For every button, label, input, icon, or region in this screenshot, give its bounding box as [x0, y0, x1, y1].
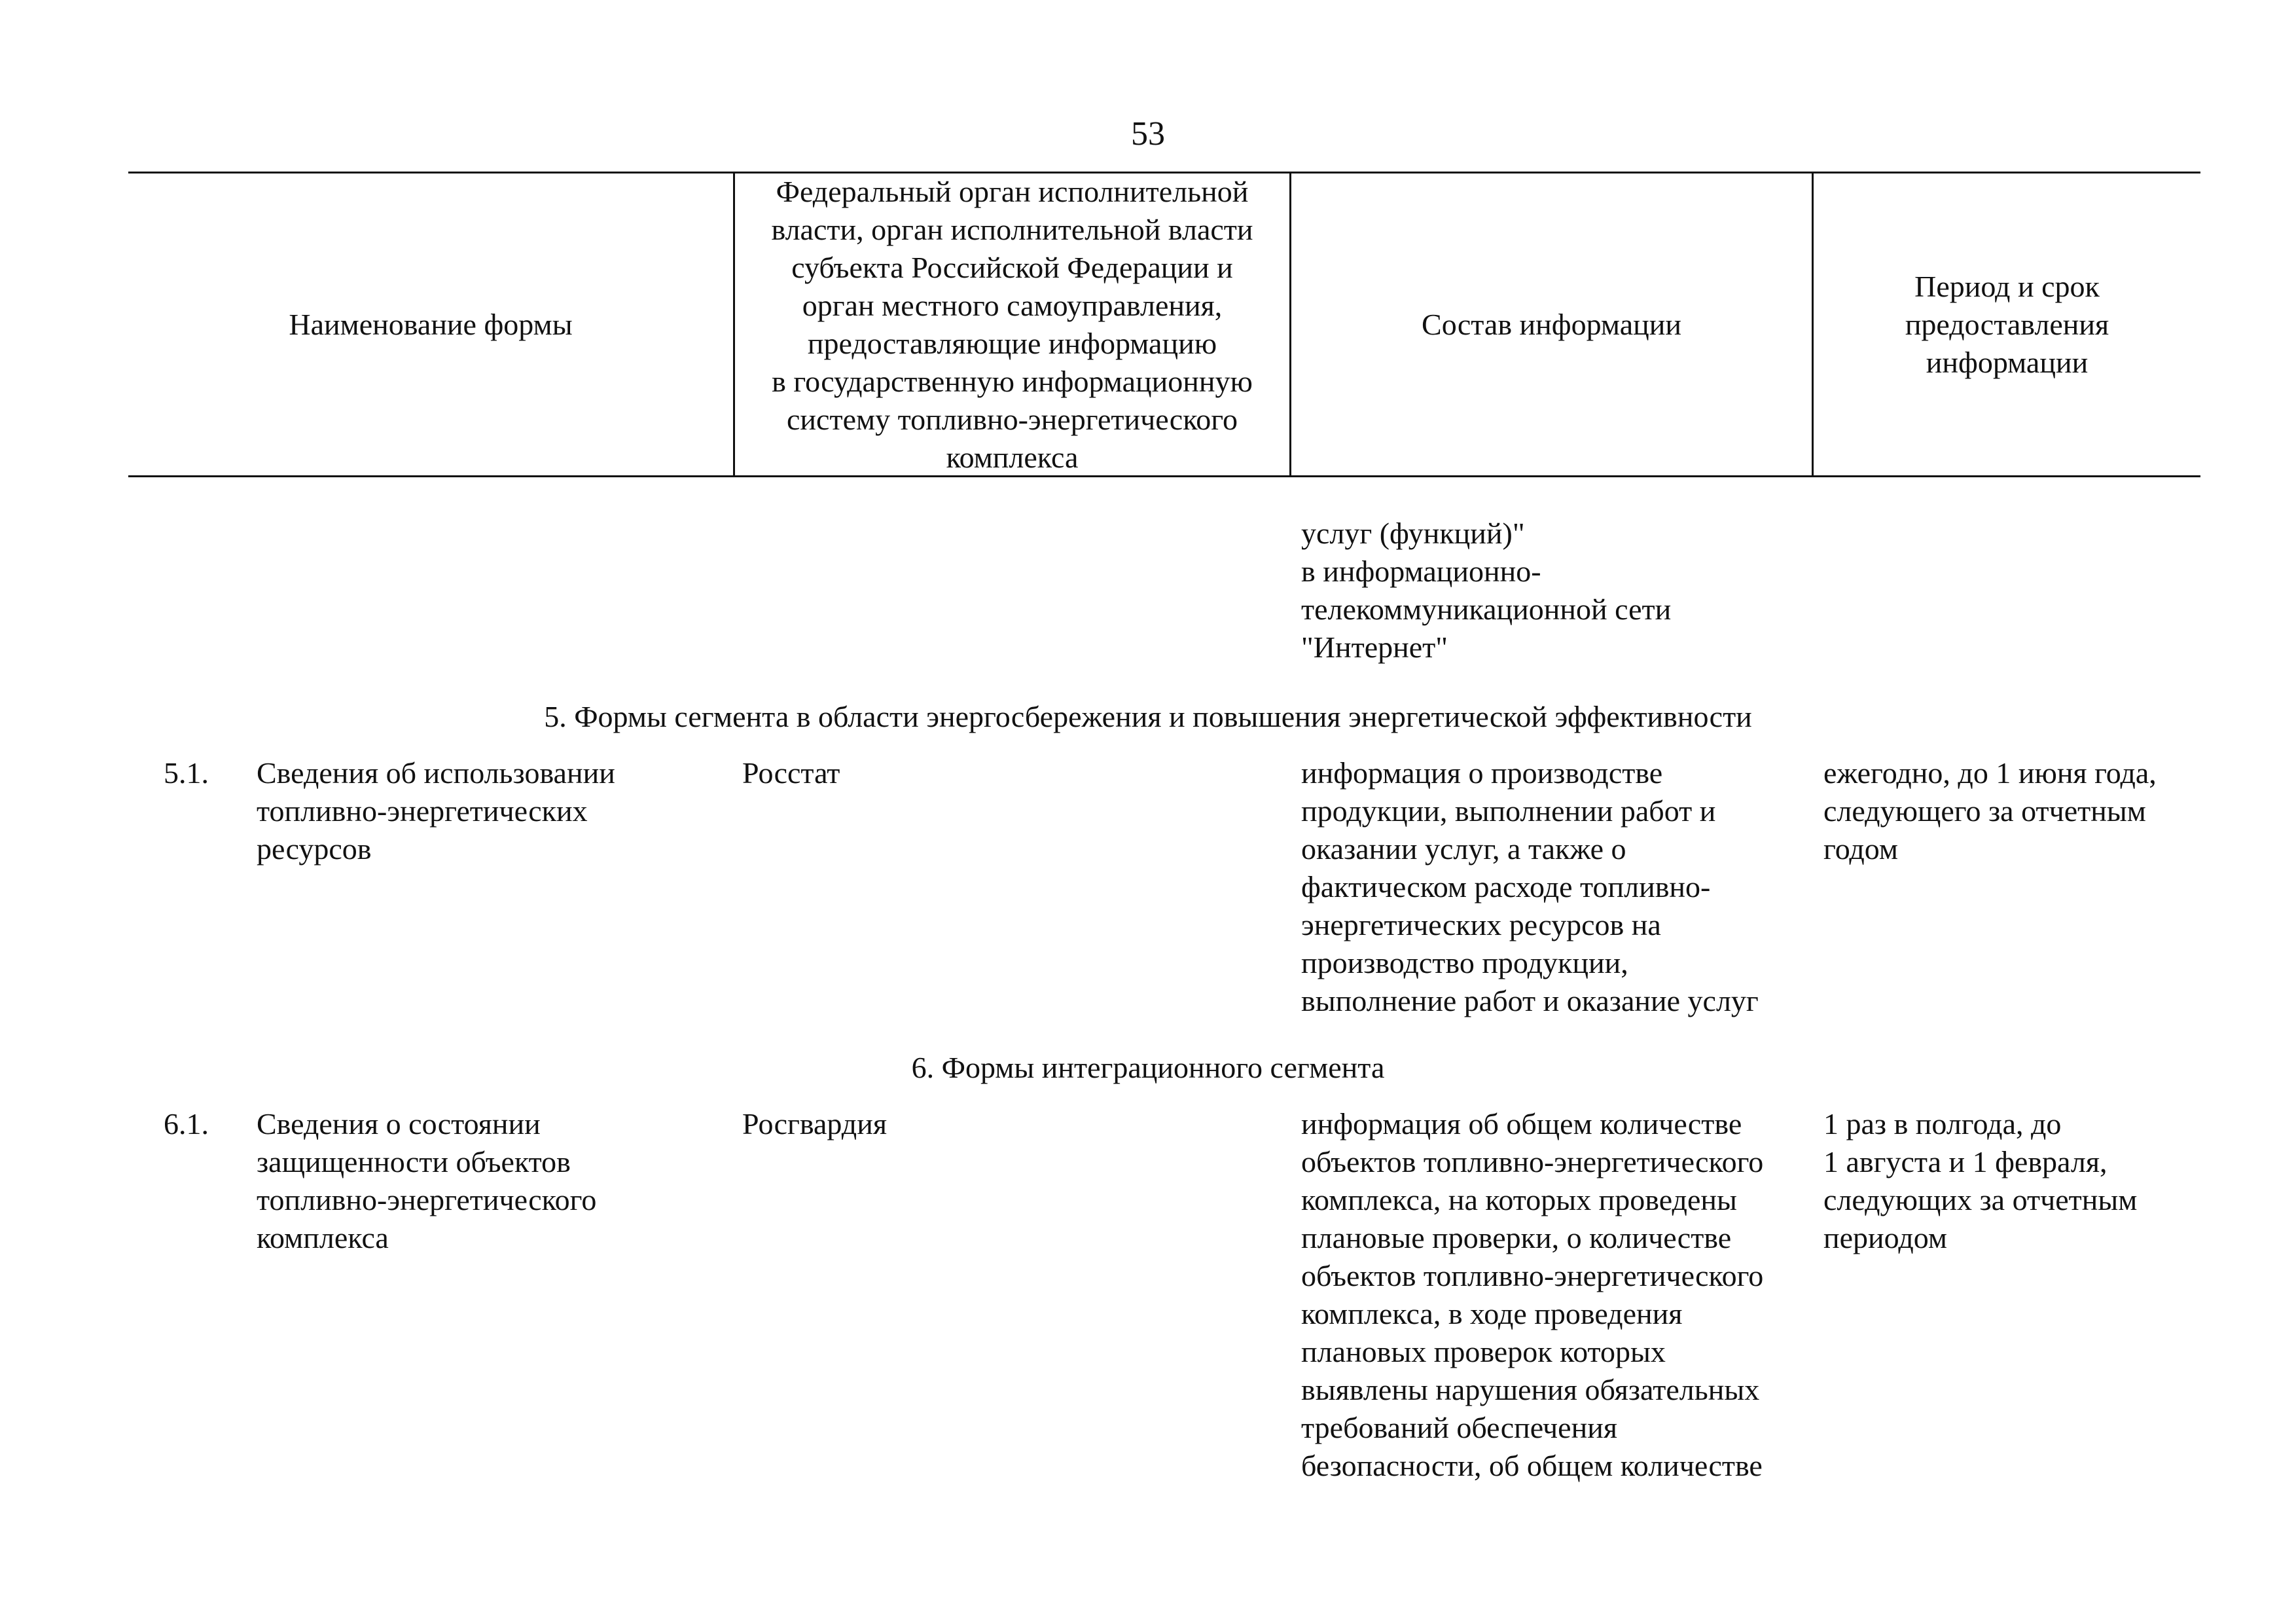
header-agency-line: систему топливно-энергетического: [787, 402, 1238, 436]
continuation-line: телекоммуникационной сети: [1301, 593, 1672, 626]
info-line: выявлены нарушения обязательных: [1301, 1373, 1760, 1406]
header-form-name-text: Наименование формы: [289, 307, 573, 341]
header-period: [1814, 173, 2200, 475]
row-5-1-info: [1301, 754, 1759, 1020]
info-line: информация о производстве: [1301, 756, 1663, 790]
info-line: требований обеспечения: [1301, 1411, 1617, 1444]
info-line: плановых проверок которых: [1301, 1335, 1666, 1368]
header-form-name: [128, 173, 733, 475]
row-6-1-agency: Росгвардия: [742, 1107, 887, 1140]
form-name-line: топливно-энергетических: [257, 794, 588, 828]
info-line: комплекса, на которых проведены: [1301, 1183, 1737, 1216]
row-6-1-info: [1301, 1105, 1763, 1485]
period-line: годом: [1823, 832, 1899, 866]
info-line: фактическом расходе топливно-: [1301, 870, 1711, 903]
period-line: 1 раз в полгода, до: [1823, 1107, 2062, 1140]
header-agency-line: орган местного самоуправления,: [802, 288, 1223, 322]
row-5-1-period: [1823, 754, 2157, 868]
header-agency-line: Федеральный орган исполнительной: [776, 174, 1249, 208]
form-name-line: Сведения о состоянии: [257, 1107, 541, 1140]
info-line: плановые проверки, о количестве: [1301, 1221, 1732, 1254]
header-period-line: предоставления: [1905, 307, 2109, 341]
header-agency-line: субъекта Российской Федерации и: [791, 250, 1233, 284]
page-number: 53: [1131, 115, 1165, 153]
header-period-line: информации: [1926, 345, 2089, 379]
header-info: [1291, 173, 1812, 475]
period-line: следующих за отчетным: [1823, 1183, 2138, 1216]
row-5-1-agency: Росстат: [742, 756, 840, 790]
row-5-1-form-name: [257, 754, 615, 868]
info-line: энергетических ресурсов на: [1301, 908, 1661, 941]
header-agency-line: власти, орган исполнительной власти: [771, 212, 1253, 246]
header-agency: [735, 173, 1289, 475]
header-info-text: Состав информации: [1422, 307, 1681, 341]
period-line: ежегодно, до 1 июня года,: [1823, 756, 2157, 790]
period-line: периодом: [1823, 1221, 1947, 1254]
header-agency-line: в государственную информационную: [772, 364, 1253, 398]
info-line: безопасности, об общем количестве: [1301, 1449, 1763, 1482]
continuation-text: [1301, 515, 1671, 666]
continuation-line: в информационно-: [1301, 555, 1541, 588]
info-line: оказании услуг, а также о: [1301, 832, 1626, 866]
continuation-line: "Интернет": [1301, 630, 1448, 664]
section-5-title: 5. Формы сегмента в области энергосбережения и повышения энергетической эффективности: [544, 700, 1752, 733]
section-6-title: 6. Формы интеграционного сегмента: [911, 1051, 1385, 1084]
period-line: 1 августа и 1 февраля,: [1823, 1145, 2108, 1178]
header-agency-line: предоставляющие информацию: [807, 326, 1217, 360]
info-line: объектов топливно-энергетического: [1301, 1145, 1764, 1178]
period-line: следующего за отчетным: [1823, 794, 2146, 828]
info-line: продукции, выполнении работ и: [1301, 794, 1716, 828]
form-name-line: ресурсов: [257, 832, 372, 866]
row-5-1-number: 5.1.: [164, 756, 209, 790]
info-line: производство продукции,: [1301, 946, 1628, 979]
form-name-line: комплекса: [257, 1221, 389, 1254]
form-name-line: защищенности объектов: [257, 1145, 571, 1178]
info-line: выполнение работ и оказание услуг: [1301, 984, 1759, 1017]
form-name-line: топливно-энергетического: [257, 1183, 597, 1216]
form-name-line: Сведения об использовании: [257, 756, 615, 790]
row-6-1-number: 6.1.: [164, 1107, 209, 1140]
row-6-1-period: [1823, 1105, 2137, 1257]
info-line: объектов топливно-энергетического: [1301, 1259, 1764, 1292]
header-period-line: Период и срок: [1914, 269, 2100, 303]
continuation-line: услуг (функций)": [1301, 517, 1525, 550]
info-line: комплекса, в ходе проведения: [1301, 1297, 1683, 1330]
row-6-1-form-name: [257, 1105, 596, 1257]
header-agency-line: комплекса: [946, 440, 1079, 474]
info-line: информация об общем количестве: [1301, 1107, 1742, 1140]
